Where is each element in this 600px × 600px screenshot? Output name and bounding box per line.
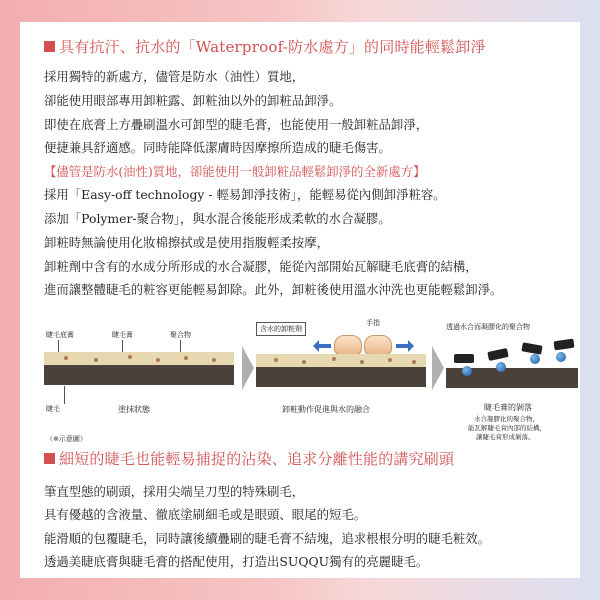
water-drop-icon xyxy=(556,352,566,362)
section1-line-2: 卻能使用眼部專用卸粧露、卸粧油以外的卸粧品卸淨。 xyxy=(44,93,342,108)
finger-icon xyxy=(364,335,392,355)
section2-line-4: 透過美睫底膏與睫毛膏的搭配使用，打造出SUQQU獨有的亮麗睫毛。 xyxy=(44,554,429,569)
polymer-dot xyxy=(360,360,364,364)
section1-line-9: 進而讓整體睫毛的粧容更能輕易卸除。此外，卸粧後使用溫水沖洗也更能輕鬆卸淨。 xyxy=(44,282,503,297)
polymer-dot xyxy=(412,360,416,364)
caption-peeling-line-3: 讓睫毛膏形成剝落。 xyxy=(476,433,535,441)
polymer-dot xyxy=(212,358,216,362)
mascara-flake xyxy=(521,342,542,354)
section1-line-6: 添加「Polymer-聚合物」，與水混合後能形成柔軟的水合凝膠。 xyxy=(44,211,391,226)
section1-line-3: 即使在底膏上方疊刷溫水可卸型的睫毛膏，也能使用一般卸粧品卸淨， xyxy=(44,117,429,132)
section2-line-3: 能滑順的包覆睫毛，同時讓後續疊刷的睫毛膏不結塊，追求根根分明的睫毛粧效。 xyxy=(44,531,491,546)
lash-layer xyxy=(256,367,426,387)
mascara-layer xyxy=(44,352,234,365)
mascara-flake xyxy=(553,339,574,351)
removal-diagram xyxy=(44,310,580,470)
step-arrow-icon xyxy=(432,346,444,390)
section2-line-1: 筆直型態的刷頭，採用尖端呈刀型的特殊刷毛， xyxy=(44,484,305,499)
caption-applied: 塗抹狀態 xyxy=(118,405,150,414)
label-lash: 睫毛 xyxy=(46,405,60,413)
arrow-right-icon xyxy=(396,344,408,348)
polymer-dot xyxy=(64,356,68,360)
arrow-left-icon xyxy=(319,344,331,348)
polymer-dot xyxy=(274,358,278,362)
polymer-dot xyxy=(184,356,188,360)
finger-icon xyxy=(334,335,362,355)
caption-mixing: 卸粧動作促進與水的融合 xyxy=(282,405,370,414)
section1-line-5: 採用「Easy-off technology - 輕易卸淨技術」，能輕易從內側卸淨粧容。 xyxy=(44,187,446,202)
caption-peeling-line-1: 水合凝膠化的聚合物， xyxy=(474,415,539,423)
water-drop-icon xyxy=(462,366,472,376)
section1-line-8: 卸粧劑中含有的水成分所形成的水合凝膠，能從內部開始瓦解睫毛底膏的結構， xyxy=(44,259,478,274)
section2-heading-text: 細短的睫毛也能輕易捕捉的沾染、追求分離性能的講究刷頭 xyxy=(59,450,455,468)
polymer-dot xyxy=(94,358,98,362)
lash-layer-strip xyxy=(256,354,426,384)
polymer-dot xyxy=(128,355,132,359)
caption-peeling-title: 睫毛膏的剝落 xyxy=(484,403,532,412)
section2-heading xyxy=(44,448,454,469)
leader-line xyxy=(58,340,59,352)
caption-peeling-line-2: 能瓦解睫毛膏內部的結構， xyxy=(468,424,546,432)
diagram-note: （※示意圖） xyxy=(46,435,87,443)
section1-heading-text: 具有抗汗、抗水的「Waterproof-防水處方」的同時能輕鬆卸淨 xyxy=(59,38,486,56)
polymer-dot xyxy=(156,358,160,362)
section1-line-7: 卸粧時無論使用化妝棉擦拭或是使用指腹輕柔按摩， xyxy=(44,235,329,250)
polymer-dot xyxy=(332,357,336,361)
section1-line-4: 便捷兼具舒適感。同時能降低潔膚時因摩擦所造成的睫毛傷害。 xyxy=(44,140,391,155)
label-mascara: 睫毛膏 xyxy=(112,331,133,339)
lash-layer xyxy=(44,365,234,385)
polymer-dot xyxy=(388,358,392,362)
label-lash-base: 睫毛底膏 xyxy=(46,331,74,339)
section1-heading xyxy=(44,36,486,57)
section1-line-1: 採用獨特的新處方，儘管是防水（油性）質地， xyxy=(44,69,305,84)
water-drop-icon xyxy=(496,362,506,372)
label-water-remover: 含水的卸粧劑 xyxy=(256,322,306,336)
square-bullet-icon xyxy=(44,41,55,52)
content-card xyxy=(20,22,580,578)
mascara-flake xyxy=(454,354,474,363)
section2-line-2: 具有優越的含液量、徹底塗刷細毛或是眼頭、眼尾的短毛。 xyxy=(44,507,367,522)
label-finger: 手指 xyxy=(366,319,380,327)
square-bullet-icon xyxy=(44,453,55,464)
section1-highlight: 【儘管是防水(油性)質地，卻能使用一般卸粧品輕鬆卸淨的全新處方】 xyxy=(44,164,426,179)
label-polymer: 聚合物 xyxy=(170,331,191,339)
lash-layer-strip xyxy=(44,352,234,382)
polymer-dot xyxy=(302,360,306,364)
step-arrow-icon xyxy=(242,346,254,390)
leader-line xyxy=(122,340,123,352)
mascara-layer xyxy=(256,354,426,367)
leader-line xyxy=(64,386,65,404)
water-drop-icon xyxy=(530,354,540,364)
label-hydrated-gel: 透過水合而凝膠化的聚合物 xyxy=(446,323,530,331)
